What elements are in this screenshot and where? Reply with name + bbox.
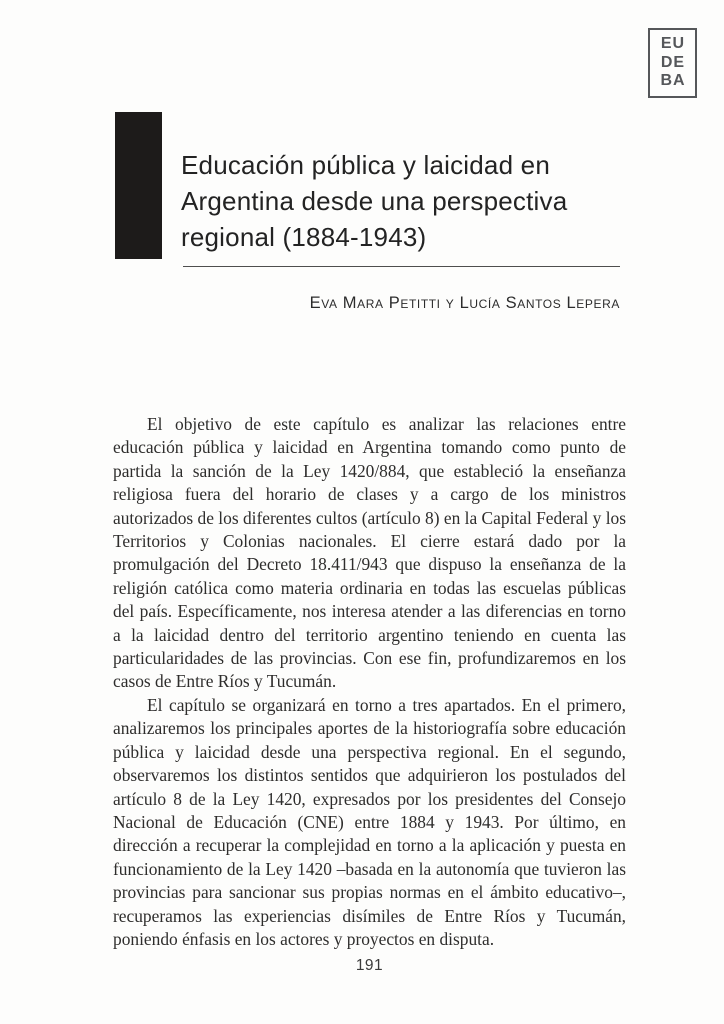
chapter-title-line: regional (1884-1943) [181,222,427,252]
page-number: 191 [355,957,384,974]
title-rule [183,266,620,267]
logo-text-line: DE [660,53,686,71]
chapter-title-line: Argentina desde una perspectiva [181,186,568,216]
chapter-marker-bar [115,112,162,259]
eudeba-logo [648,28,697,98]
chapter-title-line: Educación pública y laicidad en [181,150,550,180]
body-paragraph: El objetivo de este capítulo es analizar las relaciones entre educación pública y laicidad en Argentina tomando como punto de partida la sanción de la Ley 1420/884, que estableció la enseñanza religiosa fuera del horario de clases y a cargo de los ministros autorizados de los diferentes cultos (artículo 8) en la Capital Federal y los Territorios y Colonias nacionales. El cierre estará dado por la promulgación del Decreto 18.411/943 que dispuso la enseñanza de la religión católica como materia ordinaria en todas las escuelas públicas del país. Específicamente, nos interesa atender a las diferencias en torno a la laicidad dentro del territorio argentino teniendo en cuenta las particularidades de las provincias. Con ese fin, profundizaremos en los casos de Entre Ríos y Tucumán. [113,414,626,692]
chapter-title [181,147,631,255]
body-paragraph: El capítulo se organizará en torno a tres apartados. En el primero, analizaremos los principales aportes de la historiografía sobre educación pública y laicidad desde una perspectiva regional. En el segundo, observaremos los distintos sentidos que adquirieron los postulados del artículo 8 de la Ley 1420, expresados por los presidentes del Consejo Nacional de Educación (CNE) entre 1884 y 1943. Por último, en dirección a recuperar la complejidad en torno a la aplicación y puesta en funcionamiento de la Ley 1420 –basada en la autonomía que tuvieron las provincias para sancionar sus propias normas en el ámbito educativo–, recuperamos las experiencias disímiles de Entre Ríos y Tucumán, poniendo énfasis en los actores y proyectos en disputa. [113,694,626,949]
chapter-body [113,413,626,951]
chapter-authors: Eva Mara Petitti y Lucía Santos Lepera [309,294,620,312]
logo-text-line: BA [660,72,686,90]
logo-text-line: EU [660,35,686,53]
